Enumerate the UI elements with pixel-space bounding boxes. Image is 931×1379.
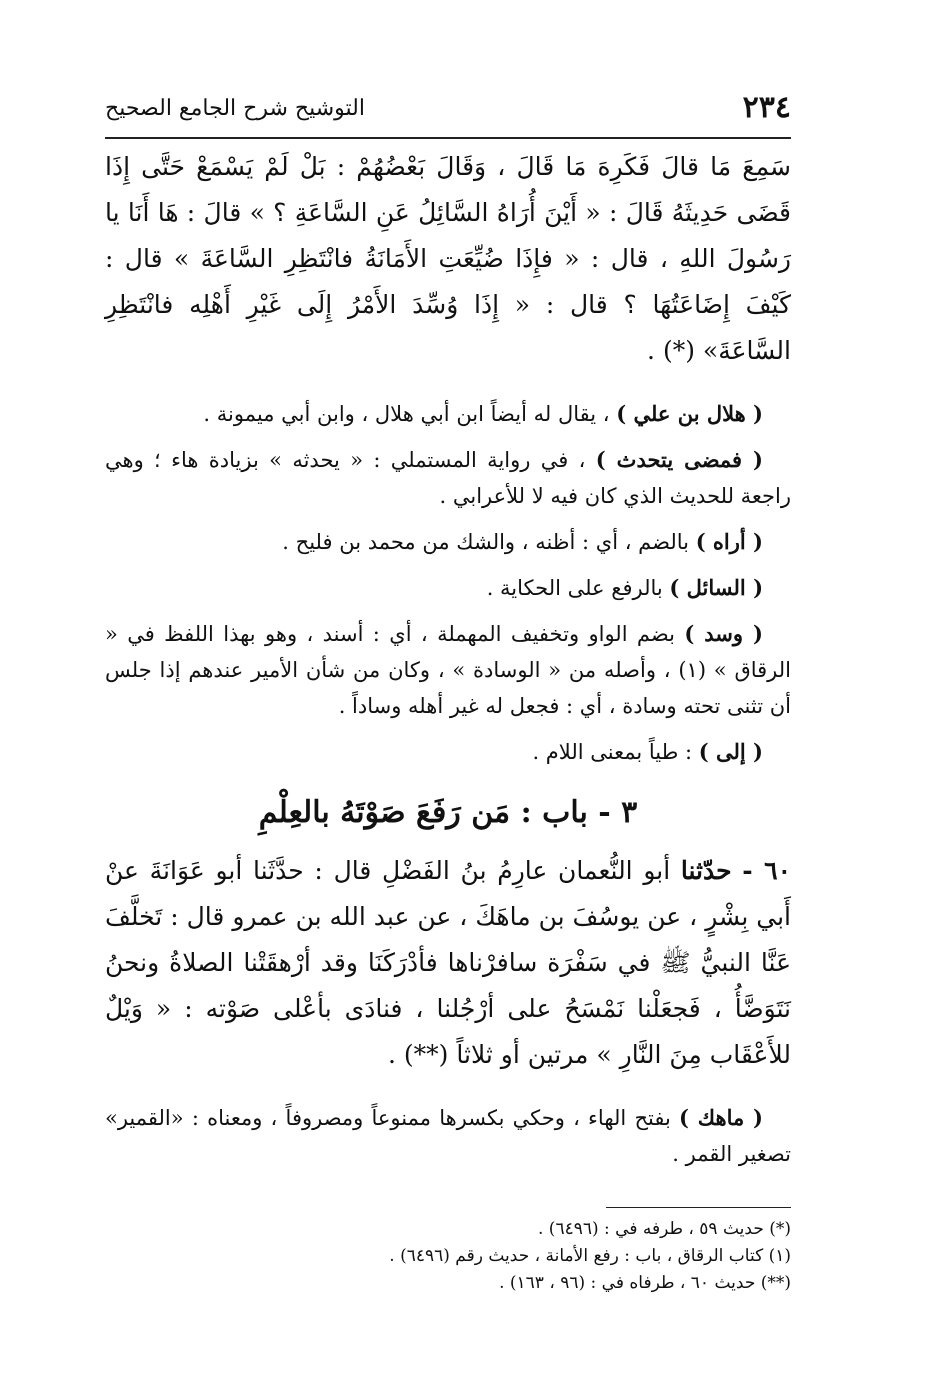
chapter-heading: ٣ - باب : مَن رَفَعَ صَوْتَهُ بالعِلْمِ — [258, 795, 638, 830]
page-header — [105, 88, 791, 132]
note-sail — [105, 570, 791, 606]
note-text: بضم الواو وتخفيف المهملة ، أي : أسند ، وهو بهذا اللفظ في « الرقاق » (١) ، وأصله من « الوسادة » ، وكان من شأن الأمير عندهم إذا جلس أن تثنى تحته وسادة ، أي : فجعل له غير أهله وساداً . — [105, 622, 791, 718]
footnotes — [105, 1216, 791, 1297]
hadith-lead: حدّثنا — [680, 856, 732, 885]
footnote-1: (*) حديث ٥٩ ، طرفه في : (٦٤٩٦) . — [538, 1219, 791, 1239]
page-number: ٢٣٤ — [742, 90, 791, 125]
note-hilal — [105, 396, 791, 432]
note-text: : طياً بمعنى اللام . — [532, 740, 699, 764]
note-mahak — [105, 1100, 791, 1172]
hadith-number: ٦٠ - — [742, 856, 791, 885]
page-body — [105, 144, 791, 1182]
running-title: التوشيح شرح الجامع الصحيح — [105, 96, 365, 121]
note-ila — [105, 734, 791, 770]
note-term: ( إلى ) — [698, 739, 763, 764]
hadith-60-text: أبو النُّعمان عارِمُ بنُ الفَضْلِ قال : حدَّثَنا أبو عَوَانَةَ عنْ أَبي بِشْرٍ ، عن يوسُفَ بن ماهَكَ ، عن عبد الله بن عمرو قال : تَخلَّفَ عَنَّا النبيُّ ﷺ في سَفْرَة سافرْناها فأدْرَكَنَا وقد أرْهقَتْنا الصلاةُ ونحنُ نَتَوَضَّأُ ، فَجعَلْنا نَمْسَحُ على أرْجُلنا ، فنادَى بأعْلى صَوْته : « وَيْلٌ للأَعْقَاب مِنَ النَّارِ » مرتين أو ثلاثاً (**) . — [105, 856, 791, 1069]
note-term: ( ماهك ) — [679, 1105, 763, 1130]
note-term: ( السائل ) — [669, 575, 763, 600]
note-text: بالضم ، أي : أظنه ، والشك من محمد بن فليح . — [282, 530, 696, 554]
footnote-2: (١) كتاب الرقاق ، باب : رفع الأمانة ، حديث رقم (٦٤٩٦) . — [389, 1246, 791, 1266]
footnote-rule — [606, 1207, 791, 1208]
note-arah — [105, 524, 791, 560]
note-term: ( هلال بن علي ) — [616, 401, 763, 426]
header-rule — [105, 137, 791, 139]
note-term: ( وسد ) — [684, 621, 763, 646]
note-term: ( فمضى يتحدث ) — [595, 447, 763, 472]
note-text: بالرفع على الحكاية . — [486, 576, 670, 600]
hadith-text: سَمِعَ مَا قالَ فَكَرِهَ مَا قَالَ ، وَقَالَ بَعْضُهُمْ : بَلْ لَمْ يَسْمَعْ حَتَّى إِذَا قَضَى حَدِيثَهُ قَالَ : « أَيْنَ أُرَاهُ السَّائِلُ عَنِ السَّاعَةِ ؟ » قالَ : هَا أَنَا يا رَسُولَ اللهِ ، قال : « فإِذَا ضُيِّعَتِ الأَمَانَةُ فانْتَظِرِ السَّاعَةَ » قال : كَيْفَ إِضَاعَتُهَا ؟ قال : « إِذَا وُسِّدَ الأَمْرُ إِلَى غَيْرِ أَهْلِه فانْتَظِرِ السَّاعَةَ» (*) . — [105, 152, 791, 365]
footnote-3: (**) حديث ٦٠ ، طرفاه في : (٩٦ ، ١٦٣) . — [499, 1273, 791, 1293]
note-wusida — [105, 616, 791, 724]
note-term: ( أراه ) — [695, 529, 763, 554]
note-text: ، يقال له أيضاً ابن أبي هلال ، وابن أبي ميمونة . — [203, 402, 617, 426]
note-text: بفتح الهاء ، وحكي بكسرها ممنوعاً ومصروفاً ، ومعناه : «القمير» تصغير القمر . — [105, 1106, 791, 1166]
note-famada — [105, 442, 791, 514]
hadith-60 — [105, 848, 791, 1078]
note-text: ، في رواية المستملي : « يحدثه » بزيادة هاء ؛ وهي راجعة للحديث الذي كان فيه لا للأعرابي . — [105, 448, 791, 508]
